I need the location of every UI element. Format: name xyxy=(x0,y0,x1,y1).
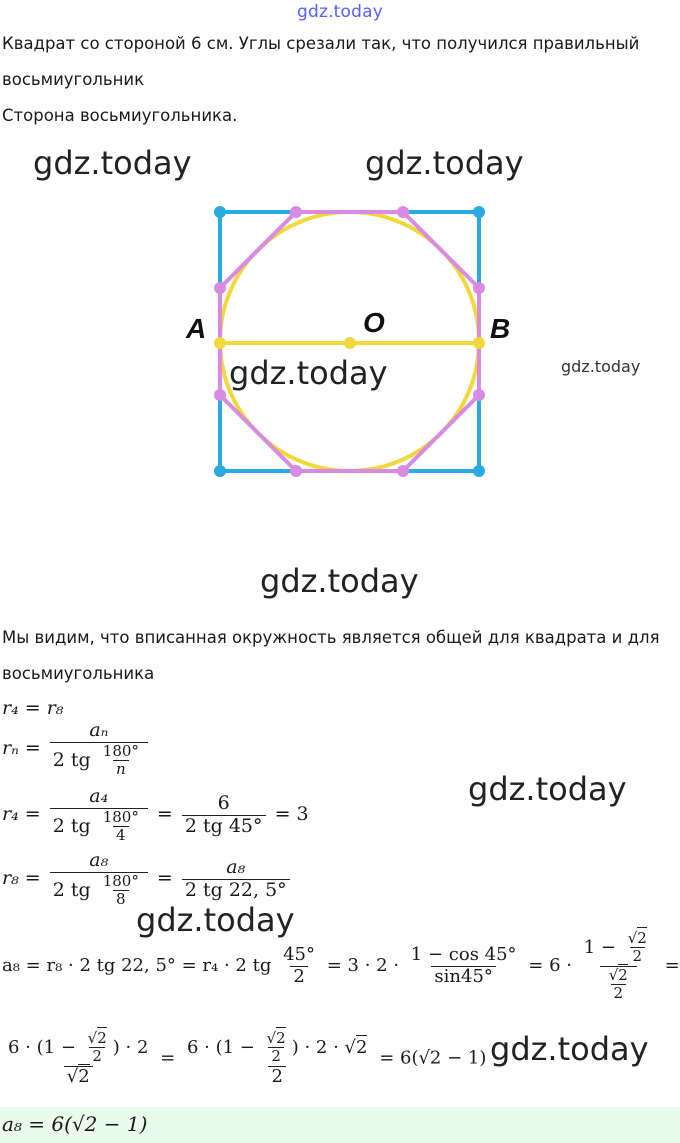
formula-a8-derivation: a₈ = r₈ · 2 tg 22, 5° = r₄ · 2 tg $\frac{45^\circ}{2}$ = 3 · 2 · $\frac{1 - \cos 45^\circ}{\sin 45^\circ}$ = 6 · 1 − $\frac{√2}{2}$ $\frac{√2}{2}$ = xyxy=(2,929,680,1002)
body-line-2: восьмиугольника xyxy=(2,664,155,683)
formula-r4-r8: r₄ = r₈ xyxy=(2,697,64,719)
geometry-figure xyxy=(0,0,680,560)
watermark: gdz.today xyxy=(229,354,388,392)
answer-formula: a₈ = 6(√2 − 1) xyxy=(2,1112,148,1136)
intro-line-1: Квадрат со стороной 6 см. Углы срезали так, что получился правильный xyxy=(2,34,640,53)
watermark: gdz.today xyxy=(561,357,641,376)
formula-a8-final: 6 · (1 − $\frac{√2}{2}$ ) · 2 √2 = 6 · (1 − $\frac{√2}{2}$ ) · 2 · √2 2 = 6(√2 − 1) xyxy=(8,1029,487,1087)
watermark: gdz.today xyxy=(490,1030,649,1068)
watermark: gdz.today xyxy=(468,770,627,808)
formula-r8: r₈ = a₈ 2 tg $\frac{180^\circ}{8}$ = $\frac{\text{a₈}}{2 tg 22, 5^\circ}$ xyxy=(2,850,293,908)
body-line-1: Мы видим, что вписанная окружность является общей для квадрата и для xyxy=(2,628,660,647)
watermark: gdz.today xyxy=(365,144,524,182)
intro-line-3: Сторона восьмиугольника. xyxy=(2,106,238,125)
label-b: B xyxy=(490,313,511,344)
formula-rn: rₙ = aₙ 2 tg $\frac{180^\circ}{n}$ xyxy=(2,720,151,778)
watermark: gdz.today xyxy=(260,562,419,600)
watermark-top: gdz.today xyxy=(296,2,384,22)
label-o: O xyxy=(363,307,385,338)
label-a: A xyxy=(186,313,207,344)
formula-r4: r₄ = a₄ 2 tg $\frac{180^\circ}{4}$ = $\frac{6}{2 tg 45^\circ}$ = 3 xyxy=(2,785,309,845)
intro-line-2: восьмиугольник xyxy=(2,70,145,89)
answer-box xyxy=(0,1107,680,1143)
watermark: gdz.today xyxy=(136,901,295,939)
watermark: gdz.today xyxy=(33,144,192,182)
